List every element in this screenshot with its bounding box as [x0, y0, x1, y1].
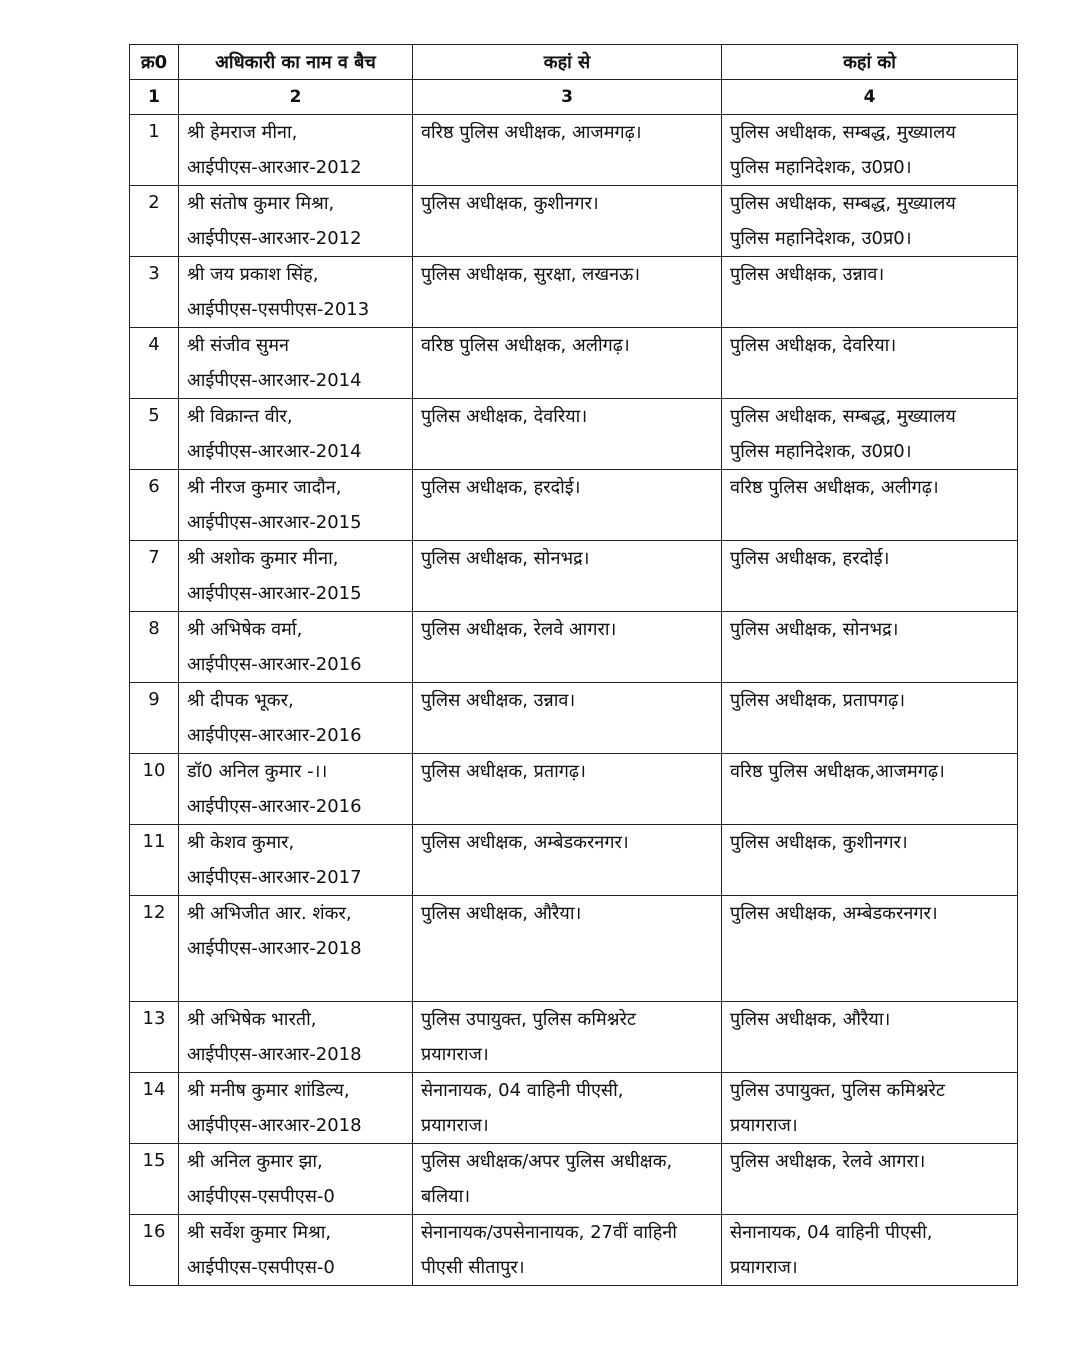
from-post-line1: सेनानायक, 04 वाहिनी पीएसी, — [421, 1080, 624, 1101]
officer-cell — [179, 612, 413, 683]
to-post-line2: प्रयागराज। — [730, 1257, 798, 1278]
to-post-line2: प्रयागराज। — [730, 1115, 798, 1136]
officer-cell — [179, 896, 413, 1002]
table-row — [130, 115, 1018, 186]
serial-number-cell — [130, 1144, 179, 1215]
to-post-line1: पुलिस उपायुक्त, पुलिस कमिश्नरेट — [730, 1080, 945, 1101]
from-post-line1: वरिष्ठ पुलिस अधीक्षक, आजमगढ़। — [421, 122, 642, 143]
officer-cell — [179, 257, 413, 328]
officer-name: श्री केशव कुमार, — [187, 832, 295, 853]
column-number: 2 — [179, 80, 413, 115]
serial-number: 9 — [148, 689, 160, 710]
to-cell — [722, 1215, 1018, 1286]
to-post-line2: पुलिस महानिदेशक, उ0प्र0। — [730, 441, 912, 462]
table-row — [130, 1215, 1018, 1286]
serial-number-cell — [130, 825, 179, 896]
officer-cell — [179, 115, 413, 186]
officer-name: श्री विक्रान्त वीर, — [187, 406, 293, 427]
serial-number-cell — [130, 1073, 179, 1144]
officer-batch: आईपीएस-आरआर-2018 — [187, 1044, 362, 1065]
officer-name: डॉ0 अनिल कुमार -।। — [187, 761, 328, 782]
officer-cell — [179, 1002, 413, 1073]
to-cell — [722, 470, 1018, 541]
serial-number: 5 — [148, 405, 160, 426]
serial-number: 3 — [148, 263, 160, 284]
from-cell — [413, 115, 722, 186]
to-post-line1: सेनानायक, 04 वाहिनी पीएसी, — [730, 1222, 933, 1243]
to-post-line1: पुलिस अधीक्षक, सम्बद्ध, मुख्यालय — [730, 122, 956, 143]
to-cell — [722, 683, 1018, 754]
to-post-line1: पुलिस अधीक्षक, कुशीनगर। — [730, 832, 908, 853]
serial-number-cell — [130, 683, 179, 754]
officer-name: श्री नीरज कुमार जादौन, — [187, 477, 342, 498]
officer-name: श्री अनिल कुमार झा, — [187, 1151, 323, 1172]
officer-batch: आईपीएस-आरआर-2016 — [187, 725, 362, 746]
serial-number: 4 — [148, 334, 160, 355]
officer-batch: आईपीएस-आरआर-2012 — [187, 228, 362, 249]
to-cell — [722, 1144, 1018, 1215]
from-post-line1: पुलिस उपायुक्त, पुलिस कमिश्नरेट — [421, 1009, 636, 1030]
officer-batch: आईपीएस-आरआर-2014 — [187, 370, 362, 391]
from-cell — [413, 470, 722, 541]
serial-number: 7 — [148, 547, 160, 568]
to-post-line2: पुलिस महानिदेशक, उ0प्र0। — [730, 228, 912, 249]
to-cell — [722, 186, 1018, 257]
officer-cell — [179, 1215, 413, 1286]
to-cell — [722, 896, 1018, 1002]
serial-number-cell — [130, 612, 179, 683]
column-number-row — [130, 80, 1018, 115]
serial-number-cell — [130, 257, 179, 328]
from-post-line1: सेनानायक/उपसेनानायक, 27वीं वाहिनी — [421, 1222, 677, 1243]
to-post-line1: पुलिस अधीक्षक, हरदोई। — [730, 548, 890, 569]
officer-name: श्री दीपक भूकर, — [187, 690, 294, 711]
from-post-line1: पुलिस अधीक्षक, उन्नाव। — [421, 690, 576, 711]
table-row — [130, 683, 1018, 754]
header-officer-name: अधिकारी का नाम व बैच — [179, 45, 413, 80]
to-cell — [722, 399, 1018, 470]
officer-cell — [179, 683, 413, 754]
officer-cell — [179, 825, 413, 896]
from-cell — [413, 612, 722, 683]
from-cell — [413, 1215, 722, 1286]
from-cell — [413, 896, 722, 1002]
serial-number-cell — [130, 541, 179, 612]
from-post-line1: पुलिस अधीक्षक, कुशीनगर। — [421, 193, 599, 214]
officer-cell — [179, 328, 413, 399]
serial-number-cell — [130, 115, 179, 186]
to-post-line2: पुलिस महानिदेशक, उ0प्र0। — [730, 157, 912, 178]
officer-name: श्री सर्वेश कुमार मिश्रा, — [187, 1222, 332, 1243]
serial-number-cell — [130, 470, 179, 541]
officer-cell — [179, 1144, 413, 1215]
officer-cell — [179, 754, 413, 825]
officer-batch: आईपीएस-एसपीएस-0 — [187, 1257, 335, 1278]
from-cell — [413, 1073, 722, 1144]
header-from: कहां से — [413, 45, 722, 80]
from-cell — [413, 825, 722, 896]
officer-cell — [179, 470, 413, 541]
serial-number: 15 — [142, 1150, 166, 1171]
officer-name: श्री जय प्रकाश सिंह, — [187, 264, 319, 285]
from-post-line1: पुलिस अधीक्षक, सोनभद्र। — [421, 548, 590, 569]
serial-number-cell — [130, 1215, 179, 1286]
officer-name: श्री संजीव सुमन — [187, 335, 289, 356]
officer-batch: आईपीएस-आरआर-2016 — [187, 796, 362, 817]
serial-number: 10 — [142, 760, 166, 781]
to-post-line1: पुलिस अधीक्षक, प्रतापगढ़। — [730, 690, 906, 711]
from-cell — [413, 1144, 722, 1215]
table-row — [130, 470, 1018, 541]
serial-number: 16 — [142, 1221, 166, 1242]
officer-cell — [179, 1073, 413, 1144]
column-number: 4 — [722, 80, 1018, 115]
from-post-line1: पुलिस अधीक्षक, औरैया। — [421, 903, 582, 924]
transfer-table — [129, 44, 1018, 1286]
to-post-line1: पुलिस अधीक्षक, सम्बद्ध, मुख्यालय — [730, 406, 956, 427]
from-cell — [413, 754, 722, 825]
officer-batch: आईपीएस-आरआर-2014 — [187, 441, 362, 462]
to-post-line1: पुलिस अधीक्षक, अम्बेडकरनगर। — [730, 903, 938, 924]
serial-number-cell — [130, 328, 179, 399]
serial-number-cell — [130, 896, 179, 1002]
serial-number: 2 — [148, 192, 160, 213]
officer-cell — [179, 186, 413, 257]
column-number: 3 — [413, 80, 722, 115]
from-cell — [413, 186, 722, 257]
from-cell — [413, 399, 722, 470]
officer-batch: आईपीएस-आरआर-2015 — [187, 583, 362, 604]
from-cell — [413, 1002, 722, 1073]
table-row — [130, 825, 1018, 896]
from-cell — [413, 257, 722, 328]
column-number: 1 — [130, 80, 179, 115]
header-to: कहां को — [722, 45, 1018, 80]
table-row — [130, 186, 1018, 257]
officer-name: श्री मनीष कुमार शांडिल्य, — [187, 1080, 350, 1101]
to-post-line1: पुलिस अधीक्षक, रेलवे आगरा। — [730, 1151, 926, 1172]
officer-name: श्री अशोक कुमार मीना, — [187, 548, 339, 569]
officer-name: श्री संतोष कुमार मिश्रा, — [187, 193, 335, 214]
to-cell — [722, 541, 1018, 612]
from-post-line1: पुलिस अधीक्षक, अम्बेडकरनगर। — [421, 832, 629, 853]
officer-name: श्री अभिजीत आर. शंकर, — [187, 903, 352, 924]
table-row — [130, 612, 1018, 683]
to-post-line1: पुलिस अधीक्षक, सोनभद्र। — [730, 619, 899, 640]
from-post-line1: पुलिस अधीक्षक, प्रतागढ़। — [421, 761, 586, 782]
from-cell — [413, 328, 722, 399]
officer-cell — [179, 399, 413, 470]
officer-name: श्री अभिषेक वर्मा, — [187, 619, 303, 640]
from-post-line2: प्रयागराज। — [421, 1115, 489, 1136]
serial-number: 12 — [142, 902, 166, 923]
to-cell — [722, 1073, 1018, 1144]
table-row — [130, 896, 1018, 1002]
from-cell — [413, 541, 722, 612]
to-cell — [722, 825, 1018, 896]
officer-name: श्री हेमराज मीना, — [187, 122, 298, 143]
officer-name: श्री अभिषेक भारती, — [187, 1009, 317, 1030]
to-post-line1: पुलिस अधीक्षक, देवरिया। — [730, 335, 897, 356]
table-row — [130, 541, 1018, 612]
serial-number: 14 — [142, 1079, 166, 1100]
officer-batch: आईपीएस-आरआर-2018 — [187, 1115, 362, 1136]
header-serial: क्र0 — [130, 45, 179, 80]
serial-number: 13 — [142, 1008, 166, 1029]
serial-number-cell — [130, 1002, 179, 1073]
serial-number: 1 — [148, 121, 160, 142]
serial-number: 8 — [148, 618, 160, 639]
to-cell — [722, 1002, 1018, 1073]
from-post-line1: पुलिस अधीक्षक, सुरक्षा, लखनऊ। — [421, 264, 641, 285]
to-post-line1: वरिष्ठ पुलिस अधीक्षक, अलीगढ़। — [730, 477, 939, 498]
from-cell — [413, 683, 722, 754]
from-post-line1: पुलिस अधीक्षक, रेलवे आगरा। — [421, 619, 617, 640]
to-cell — [722, 328, 1018, 399]
to-post-line1: पुलिस अधीक्षक, औरैया। — [730, 1009, 891, 1030]
from-post-line1: वरिष्ठ पुलिस अधीक्षक, अलीगढ़। — [421, 335, 630, 356]
from-post-line2: बलिया। — [421, 1186, 471, 1207]
serial-number-cell — [130, 754, 179, 825]
from-post-line1: पुलिस अधीक्षक, हरदोई। — [421, 477, 581, 498]
to-post-line1: पुलिस अधीक्षक, उन्नाव। — [730, 264, 885, 285]
from-post-line1: पुलिस अधीक्षक/अपर पुलिस अधीक्षक, — [421, 1151, 673, 1172]
from-post-line2: पीएसी सीतापुर। — [421, 1257, 525, 1278]
serial-number: 6 — [148, 476, 160, 497]
table-row — [130, 1002, 1018, 1073]
officer-batch: आईपीएस-आरआर-2012 — [187, 157, 362, 178]
to-post-line1: पुलिस अधीक्षक, सम्बद्ध, मुख्यालय — [730, 193, 956, 214]
officer-batch: आईपीएस-एसपीएस-2013 — [187, 299, 370, 320]
to-cell — [722, 754, 1018, 825]
table-row — [130, 754, 1018, 825]
serial-number: 11 — [142, 831, 166, 852]
officer-batch: आईपीएस-आरआर-2018 — [187, 938, 362, 959]
table-row — [130, 257, 1018, 328]
serial-number-cell — [130, 186, 179, 257]
table-row — [130, 1073, 1018, 1144]
table-row — [130, 328, 1018, 399]
from-post-line1: पुलिस अधीक्षक, देवरिया। — [421, 406, 588, 427]
officer-cell — [179, 541, 413, 612]
officer-batch: आईपीएस-आरआर-2016 — [187, 654, 362, 675]
table-row — [130, 1144, 1018, 1215]
serial-number-cell — [130, 399, 179, 470]
from-post-line2: प्रयागराज। — [421, 1044, 489, 1065]
officer-batch: आईपीएस-एसपीएस-0 — [187, 1186, 335, 1207]
to-cell — [722, 257, 1018, 328]
table-row — [130, 399, 1018, 470]
to-cell — [722, 115, 1018, 186]
to-post-line1: वरिष्ठ पुलिस अधीक्षक,आजमगढ़। — [730, 761, 945, 782]
officer-batch: आईपीएस-आरआर-2017 — [187, 867, 362, 888]
to-cell — [722, 612, 1018, 683]
officer-batch: आईपीएस-आरआर-2015 — [187, 512, 362, 533]
header-row — [130, 45, 1018, 80]
